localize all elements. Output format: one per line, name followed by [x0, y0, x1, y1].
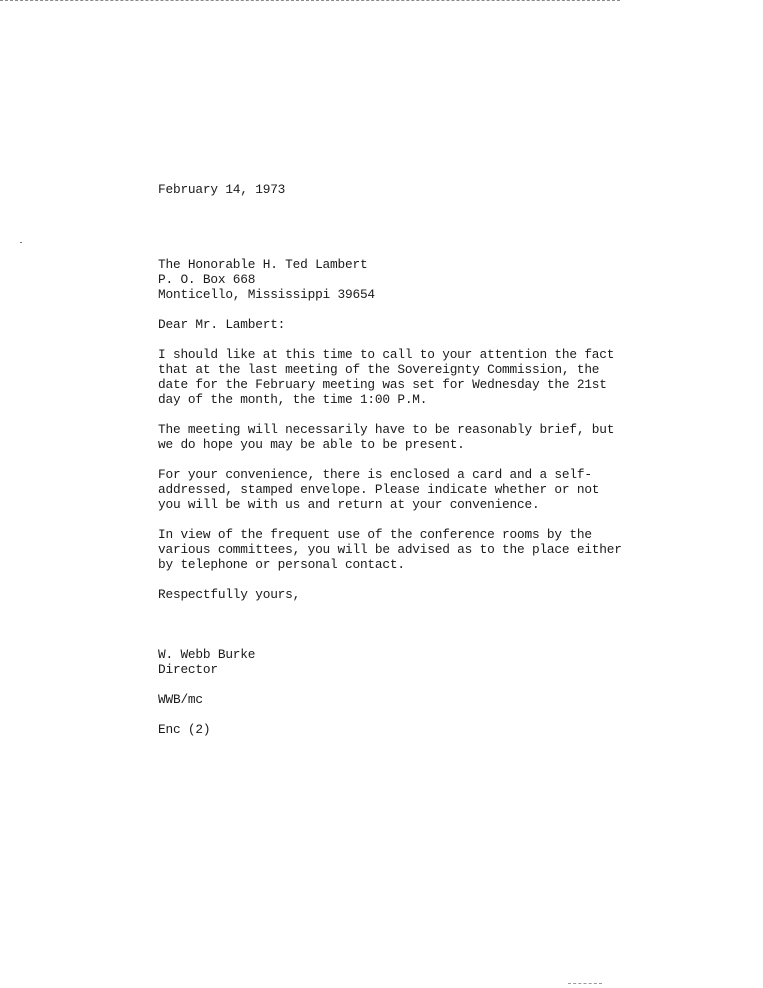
signer-name: W. Webb Burke: [158, 647, 256, 662]
top-dashed-rule: [0, 0, 620, 1]
bottom-dashed-mark: [568, 983, 602, 984]
recipient-city-state: Monticello, Mississippi 39654: [158, 287, 375, 302]
complimentary-closing: Respectfully yours,: [158, 587, 301, 602]
signer-title: Director: [158, 662, 218, 677]
letter-date: February 14, 1973: [158, 182, 286, 197]
letter-body: [158, 182, 638, 737]
recipient-address: [158, 257, 638, 302]
paragraph-meeting-date: I should like at this time to call to your attention the fact that at the last meeting of the Sovereignty Commission, the date for the February meeting was set for Wednesday the 21st day of the month, the time 1:00 P.M.: [158, 347, 615, 407]
paragraph-enclosure: For your convenience, there is enclosed a card and a self- addressed, stamped envelope. Please indicate whether or not you will be with us and return at your convenience.: [158, 467, 600, 512]
paragraph-conference-rooms: In view of the frequent use of the conference rooms by the various committees, you will be advised as to the place either by telephone or personal contact.: [158, 527, 622, 572]
margin-speck: [20, 242, 22, 243]
recipient-name: The Honorable H. Ted Lambert: [158, 257, 368, 272]
salutation: Dear Mr. Lambert:: [158, 317, 286, 332]
recipient-po-box: P. O. Box 668: [158, 272, 256, 287]
enclosure-note: Enc (2): [158, 722, 211, 737]
signature-block: [158, 647, 638, 677]
reference-initials: WWB/mc: [158, 692, 203, 707]
paragraph-brief-meeting: The meeting will necessarily have to be reasonably brief, but we do hope you may be able to be present.: [158, 422, 615, 452]
